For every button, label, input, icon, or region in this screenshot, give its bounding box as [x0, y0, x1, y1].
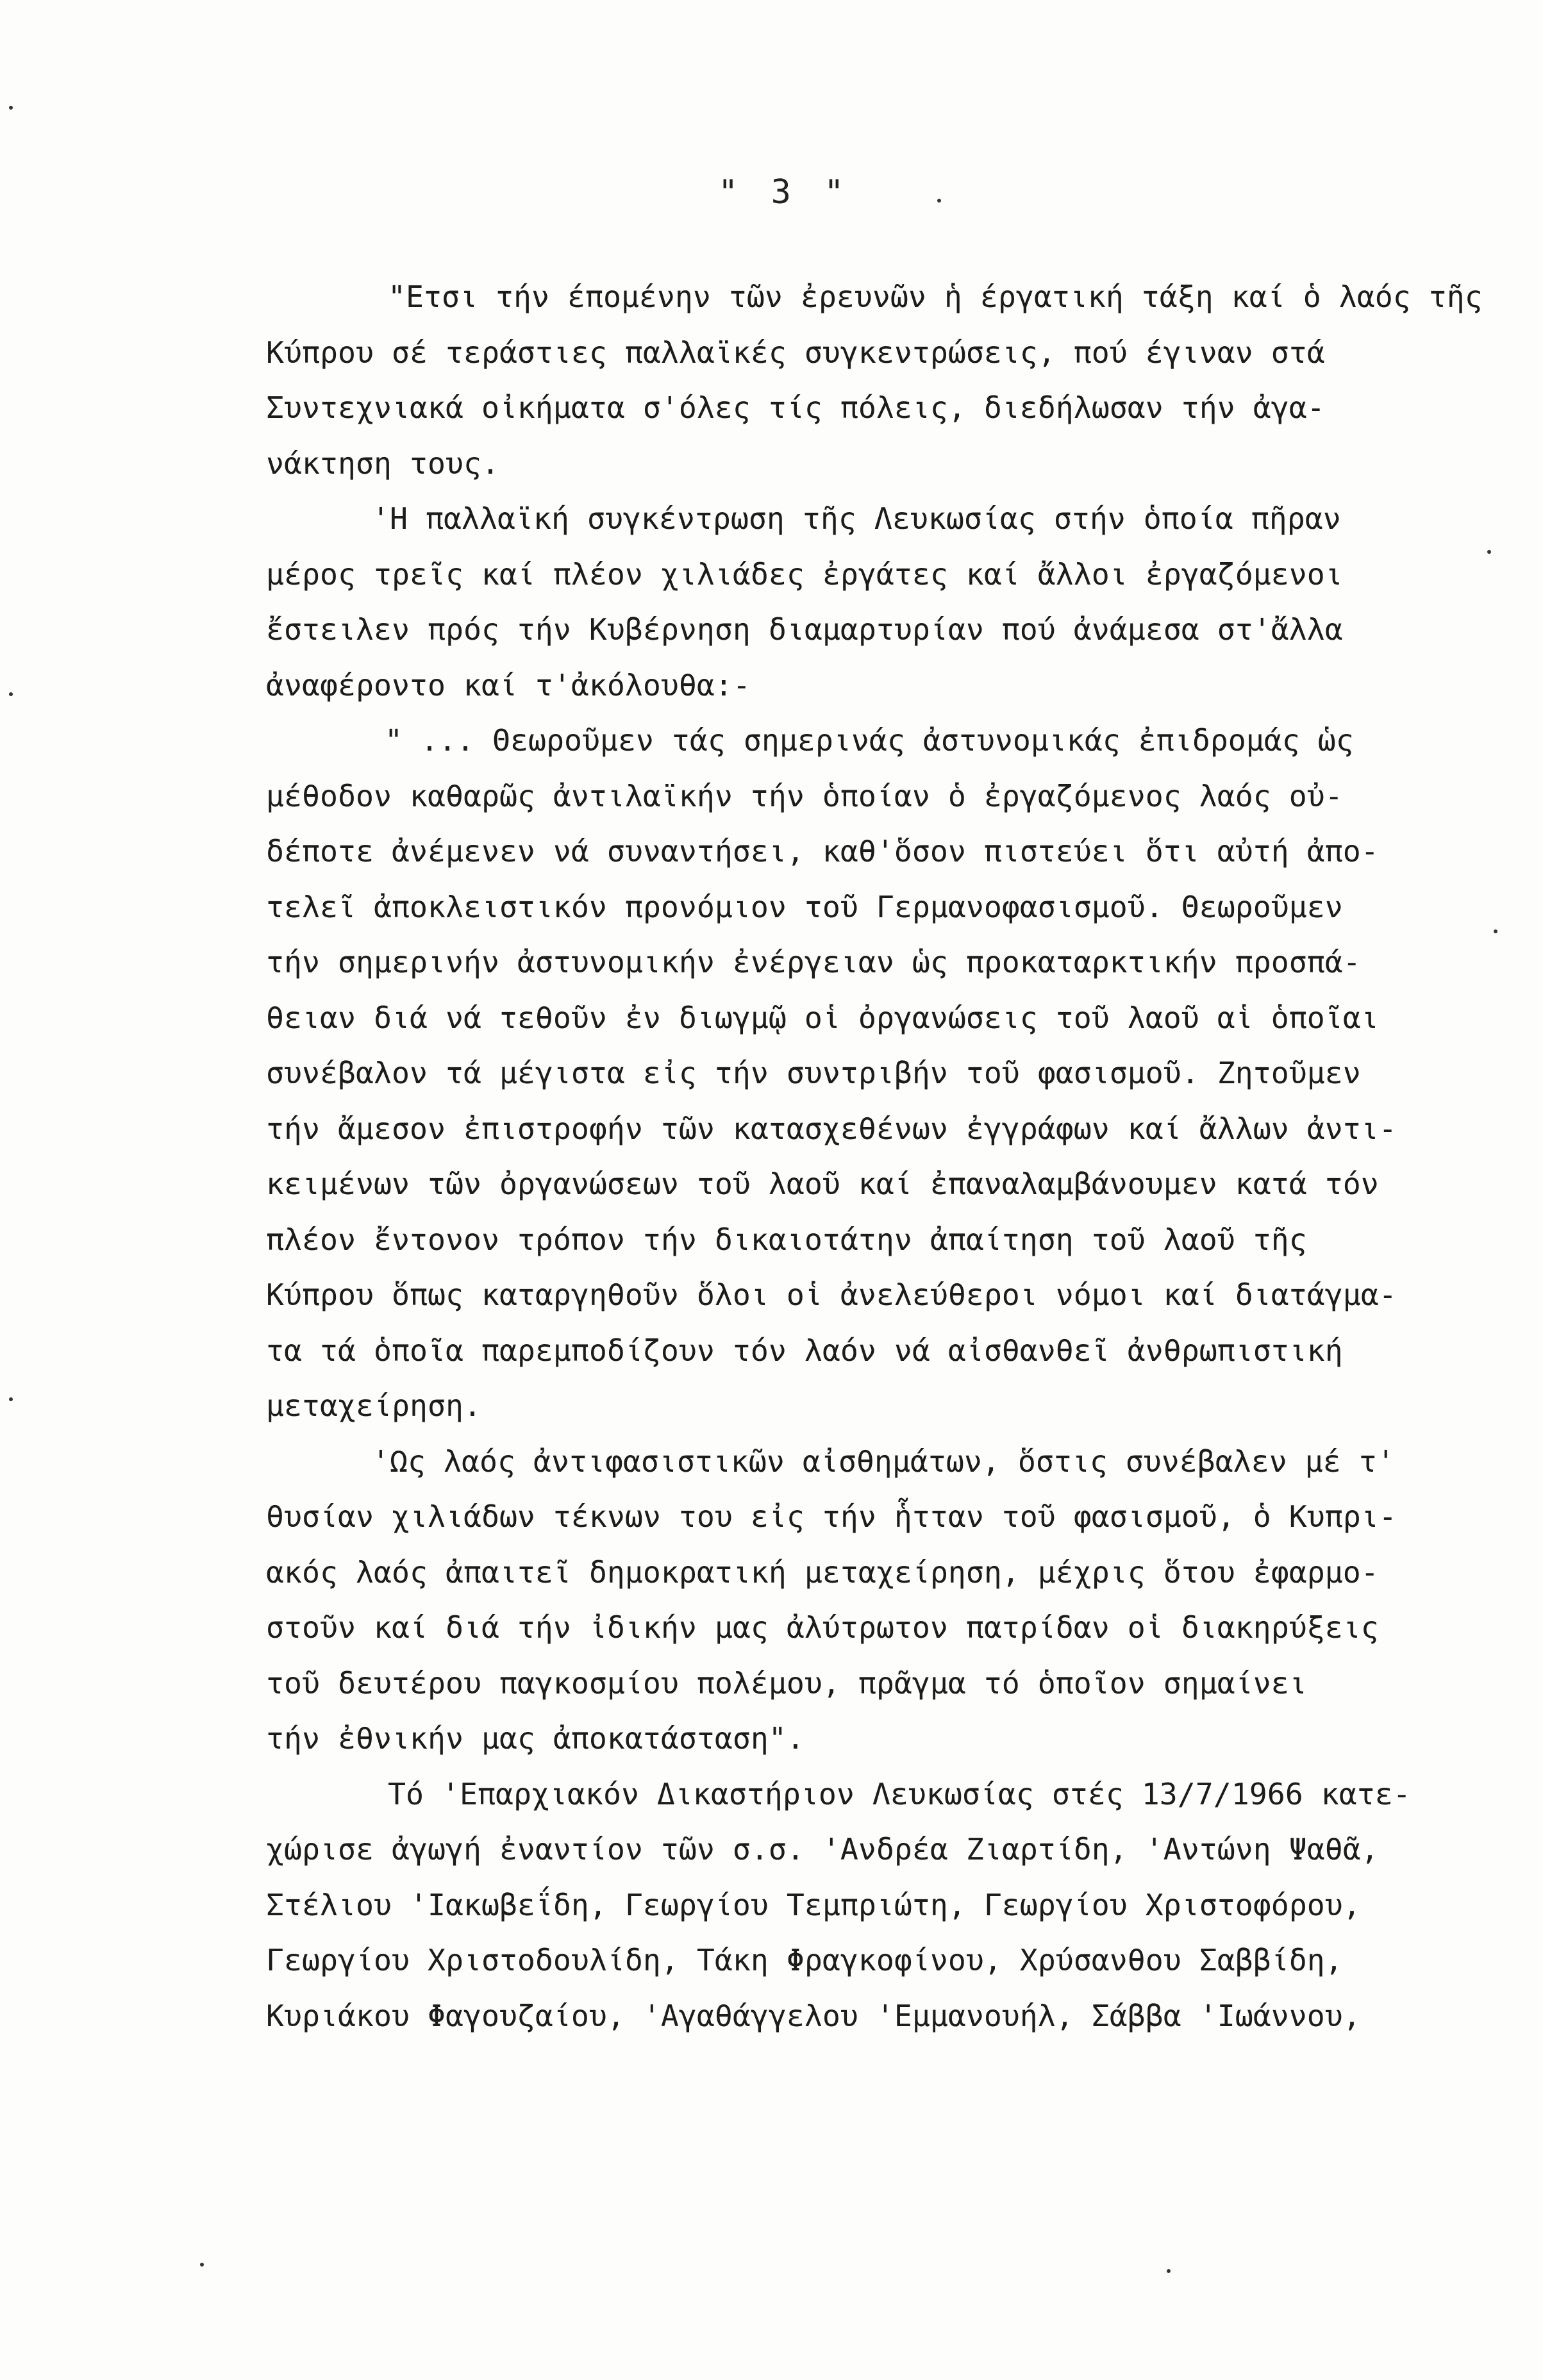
text-line: Κύπρου σέ τεράστιες παλλαϊκές συγκεντρώσεις, πού έγιναν στά [266, 335, 1325, 370]
text-line: Γεωργίου Χριστοδουλίδη, Τάκη Φραγκοφίνου, Χρύσανθου Σαββίδη, [266, 1943, 1343, 1977]
text-line: Συντεχνιακά οἰκήματα σ'όλες τίς πόλεις, διεδήλωσαν τήν ἀγα- [266, 390, 1325, 425]
text-line: στοῦν καί διά τήν ἰδικήν μας ἀλύτρωτον πατρίδαν οἱ διακηρύξεις [266, 1610, 1379, 1645]
text-line: πλέον ἔντονον τρόπον τήν δικαιοτάτην ἀπαίτηση τοῦ λαοῦ τῆς [266, 1222, 1307, 1257]
text-line: δέποτε ἀνέμενεν νά συναντήσει, καθ'ὅσον πιστεύει ὅτι αὐτή ἀπο- [266, 834, 1379, 869]
text-line: "Ετσι τήν έπομένην τῶν ἐρευνῶν ἡ έργατική τάξη καί ὁ λαός τῆς [388, 279, 1483, 314]
text-line: μέρος τρεῖς καί πλέον χιλιάδες ἐργάτες καί ἄλλοι ἐργαζόμενοι [266, 556, 1343, 592]
text-line: 'Η παλλαϊκή συγκέντρωση τῆς Λευκωσίας στήν ὁποία πῆραν [372, 501, 1341, 536]
paragraph-2 [266, 491, 1484, 713]
text-line: τελεῖ ἀποκλειστικόν προνόμιον τοῦ Γερμανοφασισμοῦ. Θεωροῦμεν [266, 889, 1343, 924]
paragraph-5 [266, 1767, 1484, 2044]
scan-speck [9, 692, 13, 696]
text-line: Στέλιου 'Ιακωβεΐδη, Γεωργίου Τεμπριώτη, Γεωργίου Χριστοφόρου, [266, 1887, 1361, 1922]
text-line: τήν ἄμεσον ἐπιστροφήν τῶν κατασχεθένων ἐγγράφων καί ἄλλων ἀντι- [266, 1111, 1397, 1146]
paragraph-1 [266, 269, 1484, 491]
text-line: ἀναφέροντο καί τ'ἀκόλουθα:- [266, 667, 751, 703]
scan-speck [9, 106, 13, 110]
text-line: Κυριάκου Φαγουζαίου, 'Αγαθάγγελου 'Εμμανουήλ, Σάββα 'Ιωάννου, [266, 1998, 1361, 2033]
text-line: Τό 'Επαρχιακόν Δικαστήριον Λευκωσίας στές 13/7/1966 κατε- [388, 1776, 1411, 1811]
text-line: θυσίαν χιλιάδων τέκνων του εἰς τήν ἧτταν τοῦ φασισμοῦ, ὁ Κυπρι- [266, 1499, 1397, 1534]
text-line: ακός λαός ἀπαιτεῖ δημοκρατική μεταχείρηση, μέχρις ὅτου ἐφαρμο- [266, 1554, 1379, 1590]
text-line: τήν σημερινήν ἀστυνομικήν ἐνέργειαν ὡς προκαταρκτικήν προσπά- [266, 945, 1361, 979]
document-body [266, 269, 1484, 2043]
scan-speck [1494, 929, 1497, 933]
text-line: κειμένων τῶν ὀργανώσεων τοῦ λαοῦ καί ἐπαναλαμβάνουμεν κατά τόν [266, 1167, 1379, 1201]
scan-speck [1487, 550, 1491, 554]
paragraph-4 [266, 1434, 1484, 1767]
text-line: τα τά ὁποῖα παρεμποδίζουν τόν λαόν νά αἰσθανθεῖ ἀνθρωπιστική [266, 1333, 1343, 1368]
text-line: μέθοδον καθαρῶς ἀντιλαϊκήν τήν ὁποίαν ὁ ἐργαζόμενος λαός οὐ- [266, 778, 1343, 813]
text-line: Κύπρου ὅπως καταργηθοῦν ὅλοι οἱ ἀνελεύθεροι νόμοι καί διατάγμα- [266, 1277, 1397, 1312]
text-line: χώρισε ἀγωγή ἐναντίον τῶν σ.σ. 'Ανδρέα Ζιαρτίδη, 'Αντώνη Ψαθᾶ, [266, 1832, 1379, 1867]
paragraph-3-quotation [266, 713, 1484, 1434]
scan-speck [1167, 2269, 1171, 2273]
text-line: ἔστειλεν πρός τήν Κυβέρνηση διαμαρτυρίαν πού ἀνάμεσα στ'ἄλλα [266, 612, 1343, 647]
text-line: θειαν διά νά τεθοῦν ἐν διωγμῷ οἱ ὀργανώσεις τοῦ λαοῦ αἱ ὁποῖαι [266, 1000, 1379, 1035]
text-line: " ... Θεωροῦμεν τάς σημερινάς ἀστυνομικάς ἐπιδρομάς ὡς [385, 723, 1354, 758]
scan-speck [937, 199, 941, 203]
page-number: " 3 " [718, 173, 851, 212]
text-line: μεταχείρηση. [266, 1388, 481, 1423]
scan-speck [200, 2263, 204, 2267]
scan-speck [9, 1397, 13, 1401]
text-line: 'Ως λαός ἀντιφασιστικῶν αἰσθημάτων, ὅστις συνέβαλεν μέ τ' [372, 1444, 1395, 1479]
text-line: τοῦ δευτέρου παγκοσμίου πολέμου, πρᾶγμα τό ὁποῖον σημαίνει [266, 1665, 1307, 1701]
text-line: τήν ἐθνικήν μας ἀποκατάσταση". [266, 1721, 805, 1756]
text-line: συνέβαλον τά μέγιστα εἰς τήν συντριβήν τοῦ φασισμοῦ. Ζητοῦμεν [266, 1056, 1361, 1090]
text-line: νάκτηση τους. [266, 445, 499, 481]
